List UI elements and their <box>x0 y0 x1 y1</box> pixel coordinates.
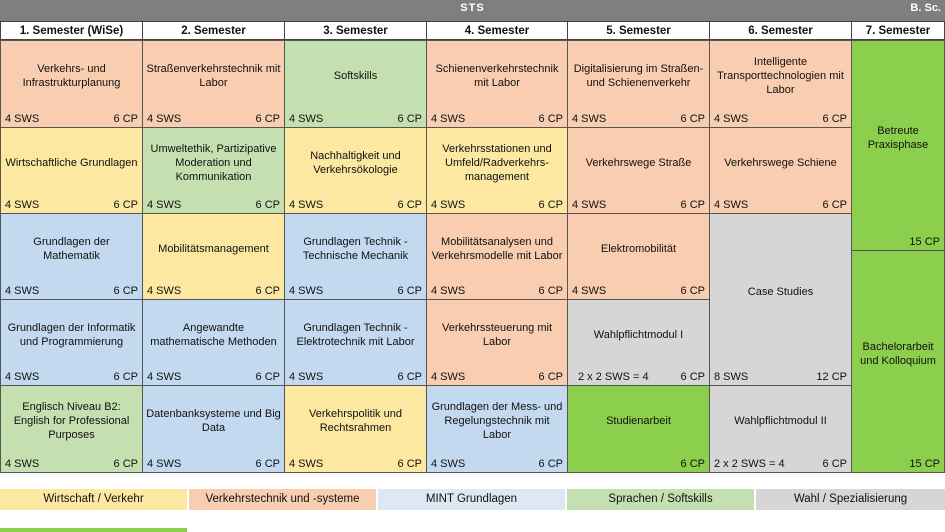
module-cell[interactable] <box>709 40 852 128</box>
module-sws: 4 SWS <box>572 285 607 297</box>
module-sws: 4 SWS <box>714 113 749 125</box>
module-sws: 4 SWS <box>431 371 466 383</box>
module-cell[interactable] <box>0 213 143 300</box>
module-cp: 6 CP <box>397 113 422 125</box>
legend-swatch-green <box>0 528 187 532</box>
module-cell[interactable] <box>709 385 852 473</box>
module-title: Schienenverkehrstechnik mit Labor <box>435 63 559 89</box>
module-sws: 4 SWS <box>5 113 40 125</box>
module-cp: 6 CP <box>397 199 422 211</box>
module-sws: 4 SWS <box>147 113 182 125</box>
module-cp: 6 CP <box>397 458 422 470</box>
module-title: Studienarbeit <box>606 415 671 427</box>
module-title: Grundlagen der Mathematik <box>33 235 110 262</box>
module-cell[interactable] <box>284 213 427 300</box>
module-sws: 4 SWS <box>5 371 40 383</box>
module-cp: 6 CP <box>538 285 563 297</box>
module-sws: 4 SWS <box>147 371 182 383</box>
module-cell[interactable] <box>709 127 852 214</box>
module-title: Case Studies <box>747 285 814 298</box>
module-sws: 2 x 2 SWS = 4 <box>578 371 649 383</box>
module-cp: 6 CP <box>680 371 705 383</box>
module-title: Elektromobilität <box>600 242 677 255</box>
module-sws: 4 SWS <box>289 458 324 470</box>
module-cell[interactable] <box>142 127 285 214</box>
module-cp: 6 CP <box>680 285 705 297</box>
module-title: Umweltethik, Partizipative Moderation und Kommunikation <box>150 142 277 183</box>
module-cell[interactable] <box>567 385 710 473</box>
module-cp: 6 CP <box>538 371 563 383</box>
curriculum-grid <box>0 21 945 473</box>
program-title: STS <box>460 2 485 14</box>
module-cp: 6 CP <box>255 285 280 297</box>
module-cp: 6 CP <box>822 458 847 470</box>
degree-label: B. Sc. <box>910 2 941 14</box>
module-title: Verkehrs- und Infrastrukturplanung <box>22 63 121 89</box>
module-title: Englisch Niveau B2: English for Professional Purposes <box>13 401 130 441</box>
module-sws: 4 SWS <box>5 285 40 297</box>
module-title: Wirtschaftliche Grundlagen <box>5 156 138 169</box>
module-cp: 6 CP <box>397 285 422 297</box>
module-cell[interactable] <box>567 299 710 386</box>
semester-header-4: 4. Semester <box>426 21 568 40</box>
legend-mint: MINT Grundlagen <box>378 489 565 510</box>
module-sws: 4 SWS <box>572 199 607 211</box>
module-sws: 4 SWS <box>147 458 182 470</box>
module-title: Mobilitätsmanagement <box>158 242 269 255</box>
module-cell[interactable] <box>142 213 285 300</box>
module-title: Digitalisierung im Straßen- und Schienenverkehr <box>573 63 704 89</box>
module-cell[interactable] <box>284 127 427 214</box>
module-sws: 2 x 2 SWS = 4 <box>714 458 785 470</box>
semester-header-5: 5. Semester <box>567 21 710 40</box>
module-cp: 6 CP <box>680 113 705 125</box>
module-title: Bachelorarbeit und Kolloquium <box>860 340 936 367</box>
module-title: Grundlagen Technik - Elektrotechnik mit Labor <box>296 321 415 348</box>
semester-header-7: 7. Semester <box>851 21 945 40</box>
module-cell[interactable] <box>426 213 568 300</box>
module-title: Datenbanksysteme und Big Data <box>146 408 281 434</box>
module-cell[interactable] <box>284 385 427 473</box>
module-sws: 8 SWS <box>714 371 749 383</box>
module-cp: 6 CP <box>538 458 563 470</box>
module-cell[interactable] <box>142 299 285 386</box>
legend-verkehrstechnik: Verkehrstechnik und -systeme <box>189 489 376 510</box>
module-title: Verkehrswege Straße <box>585 156 692 169</box>
module-cell[interactable] <box>0 299 143 386</box>
module-cp: 6 CP <box>113 285 138 297</box>
module-cell[interactable] <box>284 40 427 128</box>
module-title: Verkehrswege Schiene <box>724 156 837 169</box>
module-title: Verkehrsstationen und Umfeld/Radverkehrs-management <box>442 142 552 183</box>
module-cp: 6 CP <box>822 113 847 125</box>
module-cp: 6 CP <box>255 371 280 383</box>
module-sws: 4 SWS <box>5 199 40 211</box>
module-title: Grundlagen der Mess- und Regelungstechnik mit Labor <box>431 401 563 441</box>
module-cp: 6 CP <box>397 371 422 383</box>
semester-header-1: 1. Semester (WiSe) <box>0 21 143 40</box>
module-sws: 4 SWS <box>289 199 324 211</box>
module-title: Wahlpflichtmodul I <box>593 328 684 341</box>
module-title: Grundlagen Technik - Technische Mechanik <box>302 235 409 262</box>
module-cell-praxisphase[interactable] <box>851 40 945 251</box>
module-title: Straßenverkehrstechnik mit Labor <box>146 63 281 89</box>
module-cp: 6 CP <box>822 199 847 211</box>
module-cell[interactable] <box>142 385 285 473</box>
module-cp: 6 CP <box>255 199 280 211</box>
module-title: Softskills <box>333 70 378 82</box>
module-sws: 4 SWS <box>289 371 324 383</box>
module-title: Betreute Praxisphase <box>867 124 929 151</box>
module-title: Nachhaltigkeit und Verkehrsökologie <box>310 149 401 176</box>
semester-header-3: 3. Semester <box>284 21 427 40</box>
module-cell[interactable] <box>0 127 143 214</box>
module-sws: 4 SWS <box>431 113 466 125</box>
module-sws: 4 SWS <box>714 199 749 211</box>
module-sws: 4 SWS <box>431 285 466 297</box>
module-sws: 4 SWS <box>431 458 466 470</box>
module-cp: 6 CP <box>113 113 138 125</box>
module-cp: 6 CP <box>113 458 138 470</box>
module-cell-case-studies[interactable] <box>709 213 852 386</box>
module-sws: 4 SWS <box>289 113 324 125</box>
module-cell[interactable] <box>426 127 568 214</box>
module-cell[interactable] <box>567 40 710 128</box>
semester-header-6: 6. Semester <box>709 21 852 40</box>
module-cell[interactable] <box>567 213 710 300</box>
legend-wirtschaft: Wirtschaft / Verkehr <box>0 489 187 510</box>
module-cell[interactable] <box>426 299 568 386</box>
module-cell[interactable] <box>426 40 568 128</box>
module-cell[interactable] <box>142 40 285 128</box>
module-cp: 6 CP <box>680 458 705 470</box>
module-sws: 4 SWS <box>431 199 466 211</box>
module-cell[interactable] <box>426 385 568 473</box>
module-cell[interactable] <box>0 385 143 473</box>
semester-header-2: 2. Semester <box>142 21 285 40</box>
module-title: Verkehrspolitik und Rechtsrahmen <box>309 408 402 434</box>
module-cp: 6 CP <box>255 113 280 125</box>
module-title: Mobilitätsanalysen und Verkehrsmodelle mit Labor <box>431 235 563 262</box>
module-cell[interactable] <box>284 299 427 386</box>
module-title: Verkehrssteuerung mit Labor <box>441 321 553 348</box>
module-sws: 4 SWS <box>289 285 324 297</box>
module-cp: 12 CP <box>816 371 847 383</box>
header-bar <box>0 0 945 21</box>
module-cp: 15 CP <box>909 236 940 248</box>
module-cell-bachelorarbeit[interactable] <box>851 250 945 473</box>
module-cp: 6 CP <box>113 371 138 383</box>
legend-sprachen: Sprachen / Softskills <box>567 489 754 510</box>
module-cp: 15 CP <box>909 458 940 470</box>
module-sws: 4 SWS <box>147 199 182 211</box>
module-cell[interactable] <box>0 40 143 128</box>
module-cp: 6 CP <box>255 458 280 470</box>
module-title: Grundlagen der Informatik und Programmierung <box>7 321 136 348</box>
module-cp: 6 CP <box>680 199 705 211</box>
module-sws: 4 SWS <box>572 113 607 125</box>
module-sws: 4 SWS <box>5 458 40 470</box>
module-cell[interactable] <box>567 127 710 214</box>
module-title: Wahlpflichtmodul II <box>734 415 827 427</box>
module-cp: 6 CP <box>538 199 563 211</box>
module-cp: 6 CP <box>113 199 138 211</box>
module-sws: 4 SWS <box>147 285 182 297</box>
module-cp: 6 CP <box>538 113 563 125</box>
legend-wahl: Wahl / Spezialisierung <box>756 489 945 510</box>
module-title: Intelligente Transporttechnologien mit Labor <box>717 56 844 96</box>
module-title: Angewandte mathematische Methoden <box>150 321 277 348</box>
